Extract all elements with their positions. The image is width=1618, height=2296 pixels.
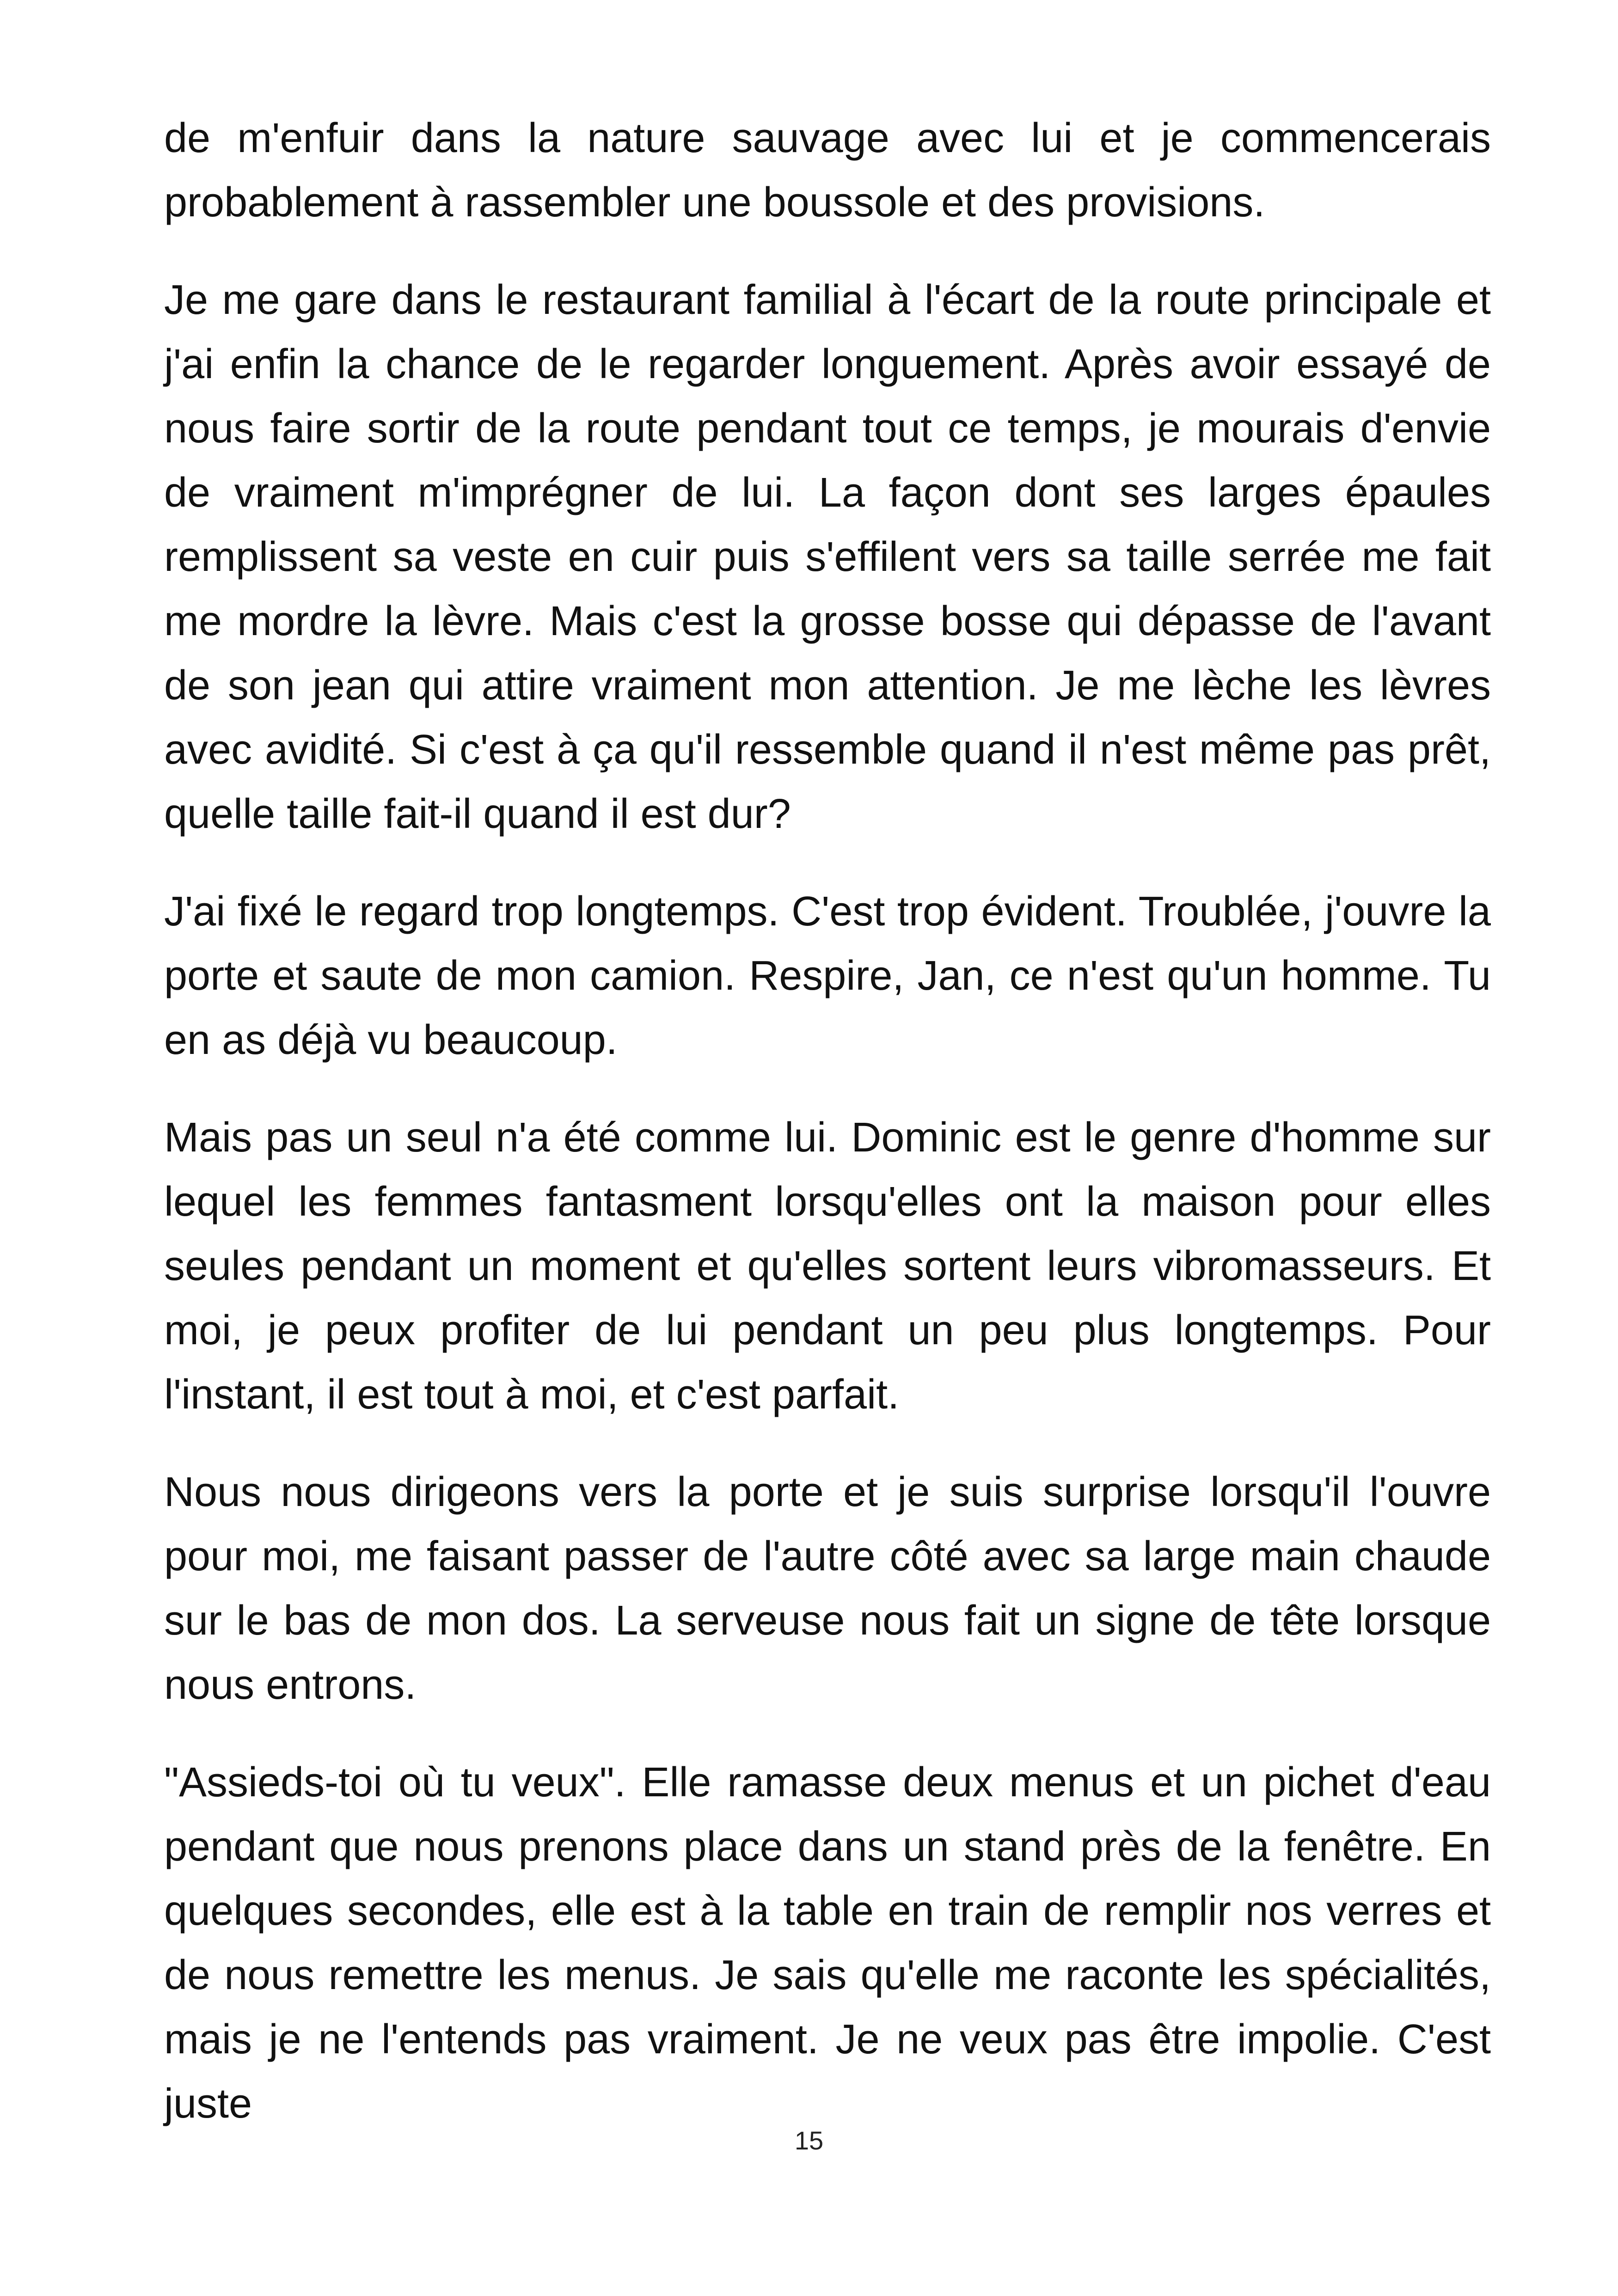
body-text [164,106,1491,2169]
paragraph-1: de m'enfuir dans la nature sauvage avec lui et je commencerais probablement à rassembler une boussole et des provisions. [164,115,1491,226]
paragraph-5: Nous nous dirigeons vers la porte et je suis surprise lorsqu'il l'ouvre pour moi, me faisant passer de l'autre côté avec sa large main chaude sur le bas de mon dos. La serveuse nous fait un signe de tête lorsque nous entrons. [164,1469,1491,1708]
paragraph-3: J'ai fixé le regard trop longtemps. C'est trop évident. Troublée, j'ouvre la porte et saute de mon camion. Respire, Jan, ce n'est qu'un homme. Tu en as déjà vu beaucoup. [164,888,1491,1063]
paragraph-2: Je me gare dans le restaurant familial à l'écart de la route principale et j'ai enfin la chance de le regarder longuement. Après avoir essayé de nous faire sortir de la route pendant tout ce temps, je mourais d'envie de vraiment m'imprégner de lui. La façon dont ses larges épaules remplissent sa veste en cuir puis s'effilent vers sa taille serrée me fait me mordre la lèvre. Mais c'est la grosse bosse qui dépasse de l'avant de son jean qui attire vraiment mon attention. Je me lèche les lèvres avec avidité. Si c'est à ça qu'il ressemble quand il n'est même pas prêt, quelle taille fait-il quand il est dur? [164,277,1491,837]
page-number: 15 [794,2126,824,2155]
paragraph-4: Mais pas un seul n'a été comme lui. Dominic est le genre d'homme sur lequel les femmes fantasment lorsqu'elles ont la maison pour elles seules pendant un moment et qu'elles sortent leurs vibromasseurs. Et moi, je peux profiter de lui pendant un peu plus longtemps. Pour l'instant, il est tout à moi, et c'est parfait. [164,1114,1491,1418]
paragraph-6: "Assieds-toi où tu veux". Elle ramasse deux menus et un pichet d'eau pendant que nous prenons place dans un stand près de la fenêtre. En quelques secondes, elle est à la table en train de remplir nos verres et de nous remettre les menus. Je sais qu'elle me raconte les spécialités, mais je ne l'entends pas vraiment. Je ne veux pas être impolie. C'est juste [164,1759,1491,2127]
